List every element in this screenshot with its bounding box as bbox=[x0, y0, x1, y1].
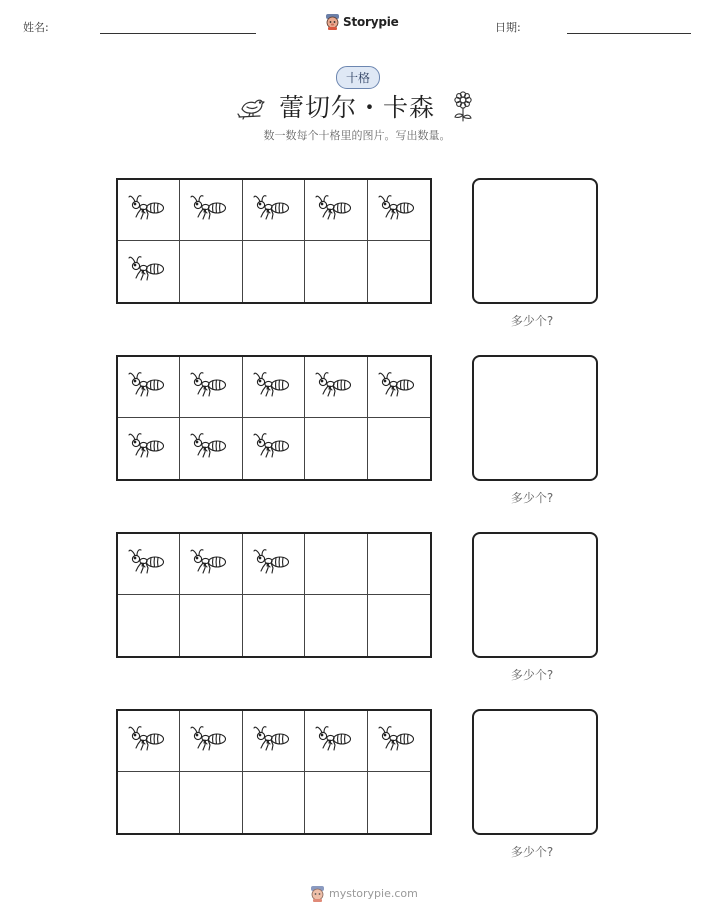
ten-frame-cell bbox=[368, 711, 430, 772]
ten-frame-cell bbox=[118, 180, 180, 241]
date-field[interactable] bbox=[567, 33, 691, 34]
ant-icon bbox=[251, 717, 295, 765]
ten-frame bbox=[116, 178, 432, 304]
footer-site: mystorypie.com bbox=[329, 887, 418, 900]
answer-prompt: 多少个? bbox=[510, 491, 554, 505]
ten-frame-cell bbox=[180, 418, 242, 479]
brand-logo bbox=[325, 13, 399, 30]
ten-frame-cell bbox=[180, 711, 242, 772]
ten-frame-cell bbox=[180, 534, 242, 595]
ten-frame-cell bbox=[118, 772, 180, 833]
worksheet-type-badge: 十格 bbox=[336, 66, 380, 89]
ten-frame-cell bbox=[243, 711, 305, 772]
ten-frame-cell bbox=[243, 241, 305, 302]
answer-box[interactable] bbox=[472, 532, 598, 658]
ant-icon bbox=[313, 363, 357, 411]
flower-icon bbox=[450, 91, 476, 123]
ant-icon bbox=[313, 717, 357, 765]
ant-icon bbox=[126, 363, 170, 411]
ant-icon bbox=[251, 540, 295, 588]
ten-frame-cell bbox=[305, 534, 367, 595]
ten-frame-cell bbox=[305, 357, 367, 418]
ten-frame-cell bbox=[118, 241, 180, 302]
answer-box[interactable] bbox=[472, 355, 598, 481]
ten-frame-cell bbox=[305, 711, 367, 772]
ten-frame-cell bbox=[180, 595, 242, 656]
ten-frame-cell bbox=[368, 241, 430, 302]
ant-icon bbox=[188, 186, 232, 234]
ten-frame-cell bbox=[305, 241, 367, 302]
ten-frame-cell bbox=[368, 595, 430, 656]
ten-frame-cell bbox=[180, 180, 242, 241]
answer-box[interactable] bbox=[472, 709, 598, 835]
worksheet-title: 蕾切尔・卡森 bbox=[278, 93, 435, 122]
date-label: 日期: bbox=[495, 21, 521, 34]
ten-frame-cell bbox=[243, 418, 305, 479]
answer-prompt: 多少个? bbox=[510, 668, 554, 682]
ten-frame-cell bbox=[118, 357, 180, 418]
ten-frame-cell bbox=[243, 180, 305, 241]
ant-icon bbox=[376, 363, 420, 411]
ten-frame-cell bbox=[180, 772, 242, 833]
ant-icon bbox=[251, 424, 295, 472]
ten-frame-cell bbox=[368, 772, 430, 833]
ten-frame-cell bbox=[118, 418, 180, 479]
ant-icon bbox=[376, 186, 420, 234]
ten-frame-cell bbox=[118, 534, 180, 595]
ten-frame-cell bbox=[305, 772, 367, 833]
ten-frame-cell bbox=[368, 534, 430, 595]
ten-frame-cell bbox=[243, 534, 305, 595]
ant-icon bbox=[126, 717, 170, 765]
ant-icon bbox=[251, 363, 295, 411]
answer-prompt: 多少个? bbox=[510, 845, 554, 859]
ant-icon bbox=[126, 247, 170, 295]
footer bbox=[310, 885, 418, 902]
ten-frame-cell bbox=[180, 357, 242, 418]
ten-frame-cell bbox=[368, 357, 430, 418]
ant-icon bbox=[188, 424, 232, 472]
ant-icon bbox=[313, 186, 357, 234]
ant-icon bbox=[126, 540, 170, 588]
ant-icon bbox=[188, 717, 232, 765]
ten-frame-cell bbox=[368, 180, 430, 241]
ant-icon bbox=[376, 717, 420, 765]
ant-icon bbox=[188, 540, 232, 588]
ten-frame-cell bbox=[118, 595, 180, 656]
brand-name: Storypie bbox=[343, 14, 399, 29]
ant-icon bbox=[188, 363, 232, 411]
storypie-mascot-icon bbox=[325, 13, 340, 30]
ten-frame-cell bbox=[118, 711, 180, 772]
ten-frame-cell bbox=[368, 418, 430, 479]
ten-frame-cell bbox=[243, 595, 305, 656]
name-label: 姓名: bbox=[23, 21, 49, 34]
ten-frame-cell bbox=[305, 418, 367, 479]
ten-frame-cell bbox=[305, 180, 367, 241]
ant-icon bbox=[126, 424, 170, 472]
answer-box[interactable] bbox=[472, 178, 598, 304]
worksheet-instructions: 数一数每个十格里的图片。写出数量。 bbox=[263, 129, 451, 142]
ten-frame-cell bbox=[243, 772, 305, 833]
ant-icon bbox=[126, 186, 170, 234]
ten-frame bbox=[116, 355, 432, 481]
ten-frame-cell bbox=[305, 595, 367, 656]
ant-icon bbox=[251, 186, 295, 234]
ten-frame-cell bbox=[180, 241, 242, 302]
name-field[interactable] bbox=[100, 33, 256, 34]
ten-frame bbox=[116, 709, 432, 835]
ten-frame-cell bbox=[243, 357, 305, 418]
storypie-mascot-icon bbox=[310, 885, 325, 902]
answer-prompt: 多少个? bbox=[510, 314, 554, 328]
ten-frame bbox=[116, 532, 432, 658]
